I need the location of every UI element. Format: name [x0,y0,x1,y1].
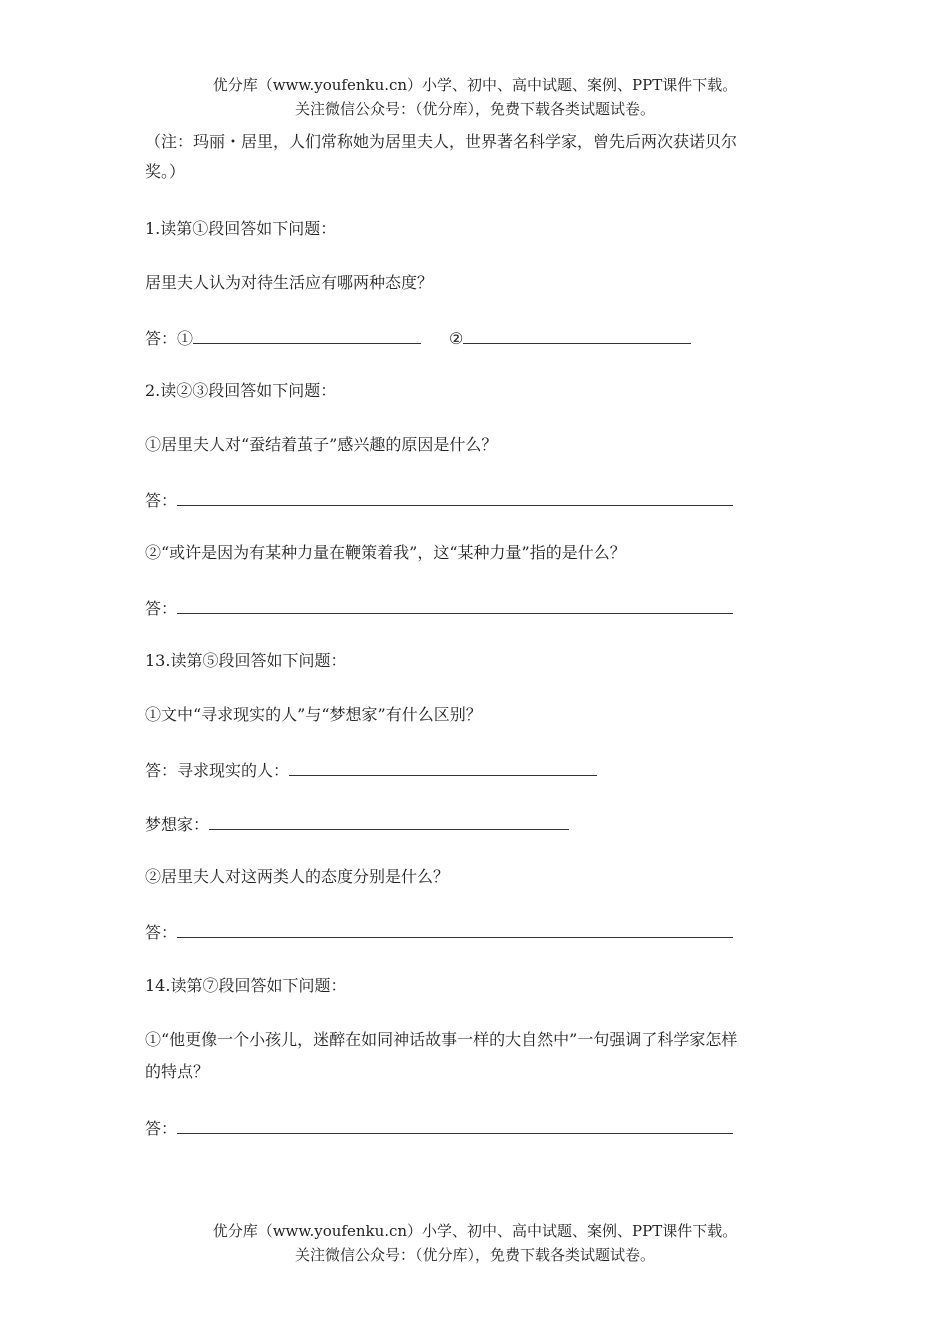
question-2-answer-1-row [145,487,733,513]
answer-blank-1[interactable] [193,325,421,344]
answer-label: 答：寻求现实的人： [145,761,290,780]
answer-blank[interactable] [177,595,733,614]
question-13-sub-2: ②居里夫人对这两类人的态度分别是什么？ [145,867,450,886]
question-1-text: 居里夫人认为对待生活应有哪两种态度？ [145,273,434,292]
question-1-answer-row [145,325,691,351]
question-13-heading: 13.读第⑤段回答如下问题： [145,651,347,670]
question-2-sub-1: ①居里夫人对“蚕结着茧子”感兴趣的原因是什么？ [145,435,498,454]
footer-line-2: 关注微信公众号：（优分库），免费下载各类试题试卷。 [294,1246,655,1264]
answer-label: 答： [145,599,178,618]
question-14-heading: 14.读第⑦段回答如下问题： [145,976,347,995]
question-13-answer-dreamer-row [145,811,569,837]
second-mark: ② [449,329,464,348]
question-14-answer-row [145,1115,733,1141]
answer-blank[interactable] [289,757,597,776]
answer-blank[interactable] [177,919,733,938]
header-line-2: 关注微信公众号：（优分库），免费下载各类试题试卷。 [294,100,655,118]
footer-line-1: 优分库（www.youfenku.cn）小学、初中、高中试题、案例、PPT课件下载。 [212,1222,738,1240]
question-13-sub-1: ①文中“寻求现实的人”与“梦想家”有什么区别？ [145,705,482,724]
answer-label: 答： [145,1119,178,1138]
answer-label: 答： [145,491,178,510]
question-14-sub-1-line-2: 的特点？ [145,1062,210,1081]
answer-blank-2[interactable] [463,325,691,344]
answer-blank[interactable] [209,811,569,830]
answer-label: 答： [145,923,178,942]
note-line-2: 奖。） [145,162,186,181]
question-13-answer-realist-row [145,757,597,783]
question-2-answer-2-row [145,595,733,621]
question-2-heading: 2.读②③段回答如下问题： [145,381,337,400]
answer-blank[interactable] [177,1115,733,1134]
question-14-sub-1-line-1: ①“他更像一个小孩儿，迷醉在如同神话故事一样的大自然中”一句强调了科学家怎样 [145,1030,738,1049]
header-line-1: 优分库（www.youfenku.cn）小学、初中、高中试题、案例、PPT课件下载。 [212,76,738,94]
question-13-answer-2-row [145,919,733,945]
note-line-1: （注：玛丽・居里，人们常称她为居里夫人，世界著名科学家，曾先后两次获诺贝尔 [145,132,738,151]
question-1-heading: 1.读第①段回答如下问题： [145,219,337,238]
answer-label: 梦想家： [145,815,210,834]
answer-label: 答：① [145,329,194,348]
answer-blank[interactable] [177,487,733,506]
question-2-sub-2: ②“或许是因为有某种力量在鞭策着我”，这“某种力量”指的是什么？ [145,543,626,562]
